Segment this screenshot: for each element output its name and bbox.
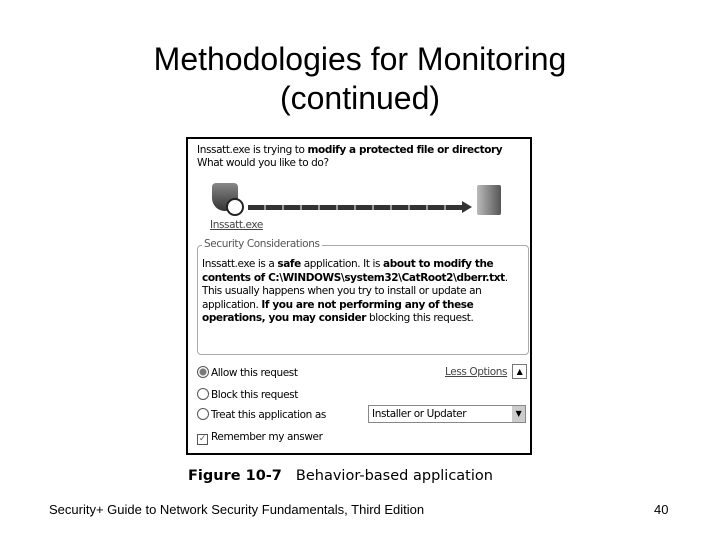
t6: blocking this request.	[366, 312, 474, 324]
q-bold: modify a protected file or directory	[307, 144, 503, 156]
t5: If you are not performing any of these operations, you may consider	[202, 298, 474, 324]
shield-icon	[212, 183, 238, 211]
figure-caption	[188, 468, 493, 484]
t4: . This usually happens when you try to install or update an application.	[202, 271, 508, 311]
radio-label: Block this request	[211, 389, 298, 401]
considerations-text	[202, 258, 524, 326]
radio-icon[interactable]	[197, 408, 209, 420]
t2: application. It is	[300, 258, 384, 270]
locked-file-icon	[477, 185, 501, 215]
caption-text: Behavior-based application	[295, 468, 493, 484]
q1: Inssatt.exe is trying to	[197, 144, 308, 156]
radio-icon[interactable]	[197, 366, 209, 378]
radio-icon[interactable]	[197, 388, 209, 400]
less-options-link[interactable]: Less Options	[445, 366, 508, 378]
footer-text: Security+ Guide to Network Security Fundamentals, Third Edition	[49, 502, 425, 517]
remember-checkbox[interactable]	[197, 431, 322, 445]
progress-arrow	[248, 205, 463, 210]
prompt-question	[197, 144, 527, 170]
radio-allow[interactable]	[197, 366, 298, 379]
title-line-2: (continued)	[279, 80, 441, 116]
clock-icon	[226, 198, 244, 216]
app-type-select[interactable]	[368, 405, 526, 423]
chevron-up-icon: ▲	[516, 367, 523, 376]
radio-label: Allow this request	[211, 367, 298, 379]
t1: safe	[277, 258, 301, 270]
security-prompt-dialog	[186, 137, 532, 455]
page-number: 40	[654, 502, 669, 517]
title-line-1: Methodologies for Monitoring	[153, 41, 567, 77]
arrow-head-icon	[462, 201, 472, 213]
radio-treat-as[interactable]	[197, 408, 326, 421]
chevron-down-icon[interactable]: ▼	[512, 406, 525, 422]
radio-label: Treat this application as	[211, 409, 326, 421]
select-value: Installer or Updater	[372, 408, 467, 420]
q2: What would you like to do?	[197, 157, 329, 169]
t0: Inssatt.exe is a	[202, 258, 278, 270]
app-link[interactable]: Inssatt.exe	[210, 219, 263, 231]
slide-title	[0, 40, 720, 118]
group-label: Security Considerations	[204, 238, 320, 250]
collapse-button[interactable]	[512, 364, 527, 379]
t3: about to modify the contents of C:\WINDOWS\system32\CatRoot2\dberr.txt	[202, 258, 505, 284]
radio-block[interactable]	[197, 388, 298, 401]
checkbox-icon[interactable]: ✓	[198, 434, 207, 444]
checkbox-label: Remember my answer	[211, 431, 323, 443]
figure-number: Figure 10-7	[188, 468, 282, 484]
